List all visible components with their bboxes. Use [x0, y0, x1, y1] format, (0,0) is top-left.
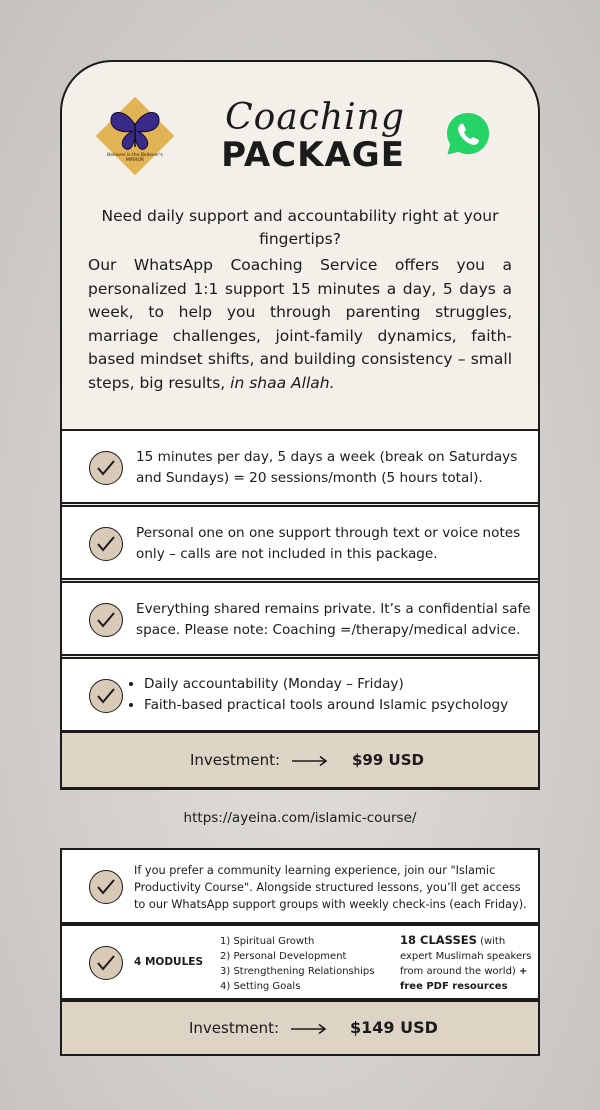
course-url[interactable]: https://ayeina.com/islamic-course/ — [183, 810, 417, 826]
feature-text: Everything shared remains private. It’s a confidential safe space. Please note: Coaching =/therapy/medical advice. — [136, 601, 531, 638]
check-icon — [89, 870, 123, 904]
course-modules-row — [60, 924, 540, 1000]
whatsapp-icon[interactable] — [444, 110, 492, 158]
modules-label: 4 MODULES — [134, 956, 204, 968]
investment-label: Investment: — [189, 1019, 280, 1037]
investment-label: Investment: — [190, 751, 281, 769]
classes-count: 18 CLASSES — [400, 933, 477, 947]
module-item: 2) Personal Development — [220, 951, 347, 962]
plus-sign: + — [519, 966, 528, 977]
feature-row — [60, 581, 540, 656]
arrow-right-icon — [291, 1023, 327, 1035]
classes-detail: (with expert Muslimah speakers from around the world) — [400, 936, 532, 977]
module-item: 4) Setting Goals — [220, 981, 301, 992]
brand-logo — [96, 97, 174, 175]
arrow-right-icon — [292, 755, 328, 767]
title-script: Coaching — [225, 97, 405, 138]
check-icon — [89, 679, 123, 713]
feature-row — [60, 505, 540, 580]
logo-text: Believer is the Believer's MIRROR — [107, 153, 163, 163]
classes-info — [400, 933, 534, 994]
module-item: 1) Spiritual Growth — [220, 936, 315, 947]
intro-body-text: Our WhatsApp Coaching Service offers you a personalized 1:1 support 15 minutes a day, 5 days a week, to help you through parenting struggles, marriage challenges, joint-family dynamics, faith-based mindset shifts, and building consistency – small steps, big results, — [88, 256, 512, 392]
check-icon — [89, 451, 123, 485]
investment-bar — [60, 731, 540, 789]
module-item: 3) Strengthening Relationships — [220, 966, 375, 977]
investment-bar — [60, 1000, 540, 1056]
intro-question: Need daily support and accountability right at your fingertips? — [101, 207, 499, 248]
bullet-item: • Faith-based practical tools around Islamic psychology — [144, 695, 523, 716]
feature-row — [60, 429, 540, 504]
feature-bullets — [128, 674, 523, 716]
check-icon — [89, 527, 123, 561]
feature-row — [60, 657, 540, 732]
feature-text: 15 minutes per day, 5 days a week (break on Saturdays and Sundays) = 20 sessions/month (5 hours total). — [136, 449, 518, 486]
feature-text: Personal one on one support through text or voice notes only – calls are not included in this package. — [136, 525, 521, 562]
course-description-row — [60, 848, 540, 924]
modules-list — [220, 934, 390, 994]
intro-body — [88, 254, 512, 395]
course-description: If you prefer a community learning experience, join our "Islamic Productivity Course". Alongside structured lessons, you’ll get access to our WhatsApp support groups with weekly check-ins (each Friday). — [134, 864, 527, 911]
investment-price: $149 USD — [350, 1018, 438, 1037]
investment-price: $99 USD — [352, 751, 424, 769]
free-resources: free PDF resources — [400, 981, 508, 992]
check-icon — [89, 946, 123, 980]
page-title: PACKAGE — [221, 135, 405, 175]
bullet-item: • Daily accountability (Monday – Friday) — [144, 674, 523, 695]
check-icon — [89, 603, 123, 637]
intro-body-italic: in shaa Allah. — [230, 373, 335, 392]
